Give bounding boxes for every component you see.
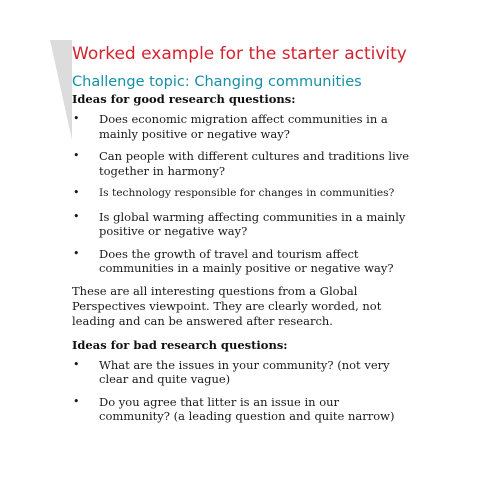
- list-item-text: Does the growth of travel and tourism affect communities in a mainly positive or negative way?: [99, 246, 394, 275]
- summary-paragraph: These are all interesting questions from a Global Perspectives viewpoint. They are clearly worded, not leading and can be answered after research.: [72, 283, 382, 328]
- bad-questions-list: [72, 358, 412, 424]
- document-page: [72, 44, 412, 432]
- bullet-icon: •: [73, 209, 80, 223]
- list-item: [72, 247, 412, 276]
- list-item-text: What are the issues in your community? (not very clear and quite vague): [99, 357, 390, 386]
- bad-questions-heading: Ideas for bad research questions:: [72, 337, 288, 352]
- bullet-icon: •: [73, 112, 80, 125]
- page-subtitle: Challenge topic: Changing communities: [72, 74, 362, 90]
- bullet-icon: •: [73, 186, 80, 199]
- list-item: [72, 186, 412, 201]
- bullet-icon: •: [73, 149, 80, 162]
- bullet-icon: •: [73, 246, 80, 260]
- page-title: Worked example for the starter activity: [72, 44, 407, 64]
- list-item-text: Can people with different cultures and traditions live together in harmony?: [99, 149, 410, 178]
- list-item-text: Do you agree that litter is an issue in our community? (a leading question and quite narrow): [99, 394, 395, 423]
- bullet-icon: •: [73, 394, 80, 408]
- list-item: [72, 358, 412, 387]
- list-item-text: Is technology responsible for changes in communities?: [99, 187, 395, 199]
- list-item: [72, 112, 412, 141]
- list-item: [72, 395, 412, 424]
- list-item: [72, 149, 412, 178]
- good-questions-heading: Ideas for good research questions:: [72, 92, 296, 106]
- bullet-icon: •: [73, 357, 80, 371]
- good-questions-list: [72, 112, 412, 276]
- list-item-text: Is global warming affecting communities in a mainly positive or negative way?: [99, 209, 406, 238]
- list-item: [72, 210, 412, 239]
- list-item-text: Does economic migration affect communities in a mainly positive or negative way?: [99, 112, 388, 141]
